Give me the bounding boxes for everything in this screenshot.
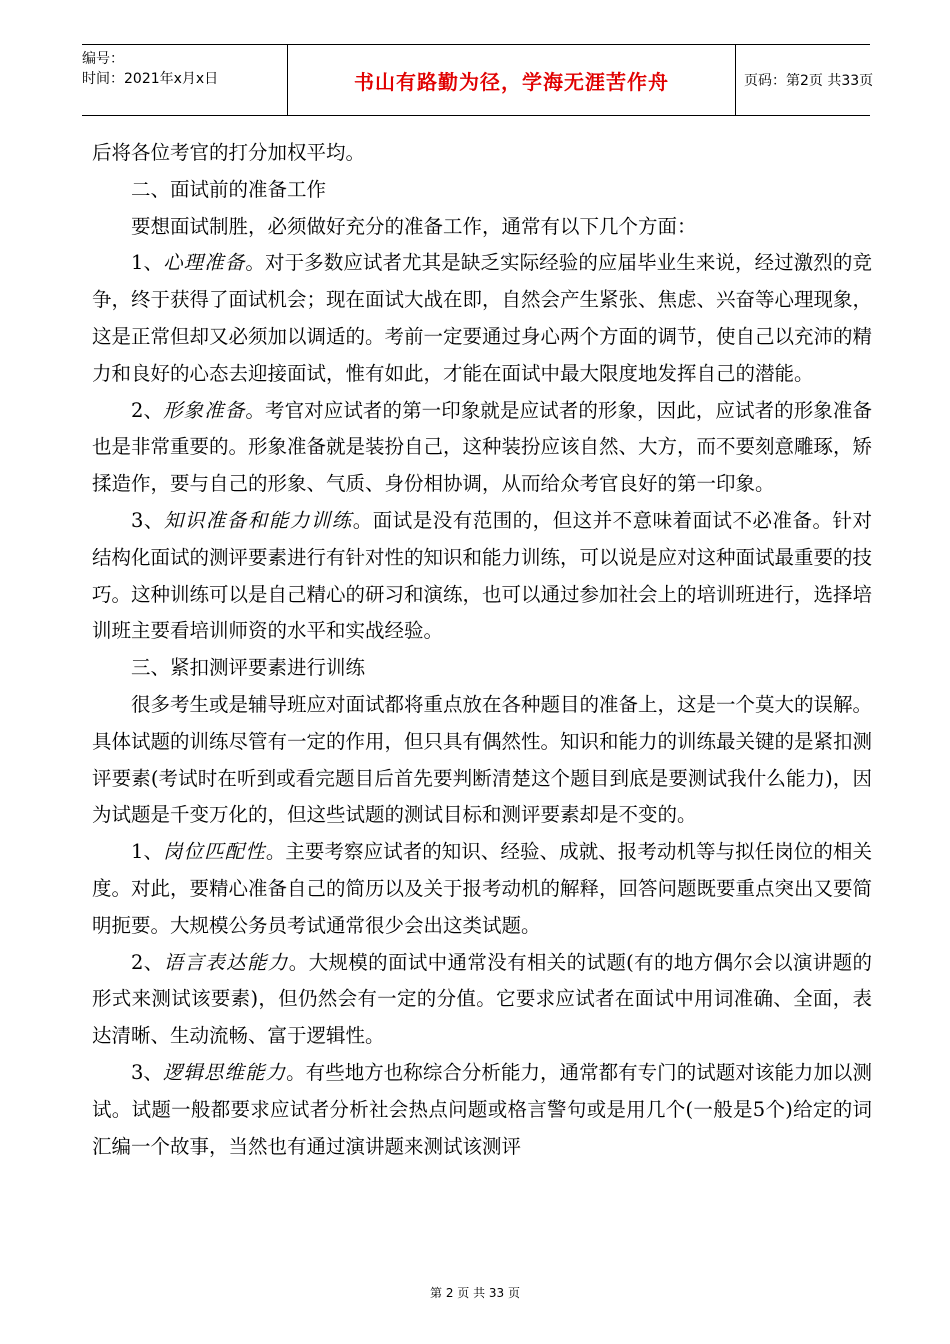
item-title: 逻辑思维能力	[162, 1060, 287, 1084]
item-number: 3、	[131, 1060, 163, 1084]
item-text: 。主要考察应试者的知识、经验、成就、报考动机等与拟任岗位的相关度。对此，要精心准备自己的简历以及关于报考动机的解释，回答问题既要重点突出又要简明扼要。大规模公务员考试通常很少会出这类试题。	[92, 840, 873, 937]
item-title: 语言表达能力	[163, 950, 289, 974]
item-number: 2、	[131, 950, 164, 974]
section-heading: 三、紧扣测评要素进行训练	[131, 656, 366, 680]
list-item	[92, 393, 872, 503]
page-footer: 第 2 页 共 33 页	[430, 1286, 520, 1300]
list-item	[92, 245, 872, 392]
paragraph: 很多考生或是辅导班应对面试都将重点放在各种题目的准备上，这是一个莫大的误解。具体试题的训练尽管有一定的作用，但只具有偶然性。知识和能力的训练最关键的是紧扣测评要素(考试时在听到或看完题目后首先要判断清楚这个题目到底是要测试我什么能力)，因为试题是千变万化的，但这些试题的测试目标和测评要素却是不变的。	[92, 692, 873, 827]
document-number-label: 编号：	[82, 51, 124, 67]
item-title: 知识准备和能力训练	[163, 508, 353, 532]
item-text: 。对于多数应试者尤其是缺乏实际经验的应届毕业生来说，经过激烈的竞争，终于获得了面试机会；现在面试大战在即，自然会产生紧张、焦虑、兴奋等心理现象，这是正常但却又必须加以调适的。考前一定要通过身心两个方面的调节，使自己以充沛的精力和良好的心态去迎接面试，惟有如此，才能在面试中最大限度地发挥自己的潜能。	[92, 251, 873, 385]
item-text: 。面试是没有范围的，但这并不意味着面试不必准备。针对结构化面试的测评要素进行有针对性的知识和能力训练，可以说是应对这种面试最重要的技巧。这种训练可以是自己精心的研习和演练，也可以通过参加社会上的培训班进行，选择培训班主要看培训师资的水平和实战经验。	[92, 508, 873, 643]
header-page-number: 页码：第2页 共33页	[744, 73, 874, 89]
item-title: 心理准备	[163, 251, 246, 275]
page-header	[82, 44, 874, 116]
document-body	[92, 135, 872, 1165]
list-item	[92, 1055, 872, 1165]
paragraph: 后将各位考官的打分加权平均。	[92, 141, 366, 164]
list-item	[92, 834, 872, 944]
header-motto: 书山有路勤为径，学海无涯苦作舟	[354, 69, 669, 94]
section-heading: 二、面试前的准备工作	[131, 177, 327, 201]
header-motto-cell	[287, 45, 736, 115]
item-text: 。大规模的面试中通常没有相关的试题(有的地方偶尔会以演讲题的形式来测试该要素)，但仍然会有一定的分值。它要求应试者在面试中用词准确、全面，表达清晰、生动流畅、富于逻辑性。	[92, 950, 872, 1048]
item-text: 。考官对应试者的第一印象就是应试者的形象，因此，应试者的形象准备也是非常重要的。形象准备就是装扮自己，这种装扮应该自然、大方，而不要刻意雕琢，矫揉造作，要与自己的形象、气质、身份相协调，从而给众考官良好的第一印象。	[92, 398, 873, 496]
document-date: 时间：2021年x月x日	[82, 71, 219, 87]
header-left	[82, 45, 287, 115]
item-number: 3、	[131, 508, 164, 532]
list-item	[92, 503, 872, 650]
item-title: 形象准备	[163, 398, 246, 422]
item-title: 岗位匹配性	[163, 840, 266, 864]
item-number: 1、	[131, 251, 164, 275]
item-number: 2、	[131, 398, 164, 422]
list-item	[92, 945, 872, 1055]
item-text: 。有些地方也称综合分析能力，通常都有专门的试题对该能力加以测试。试题一般都要求应试者分析社会热点问题或格言警句或是用几个(一般是5个)给定的词汇编一个故事，当然也有通过演讲题来测试该测评	[92, 1060, 872, 1158]
item-number: 1、	[131, 840, 164, 864]
paragraph: 要想面试制胜，必须做好充分的准备工作，通常有以下几个方面：	[131, 214, 697, 238]
